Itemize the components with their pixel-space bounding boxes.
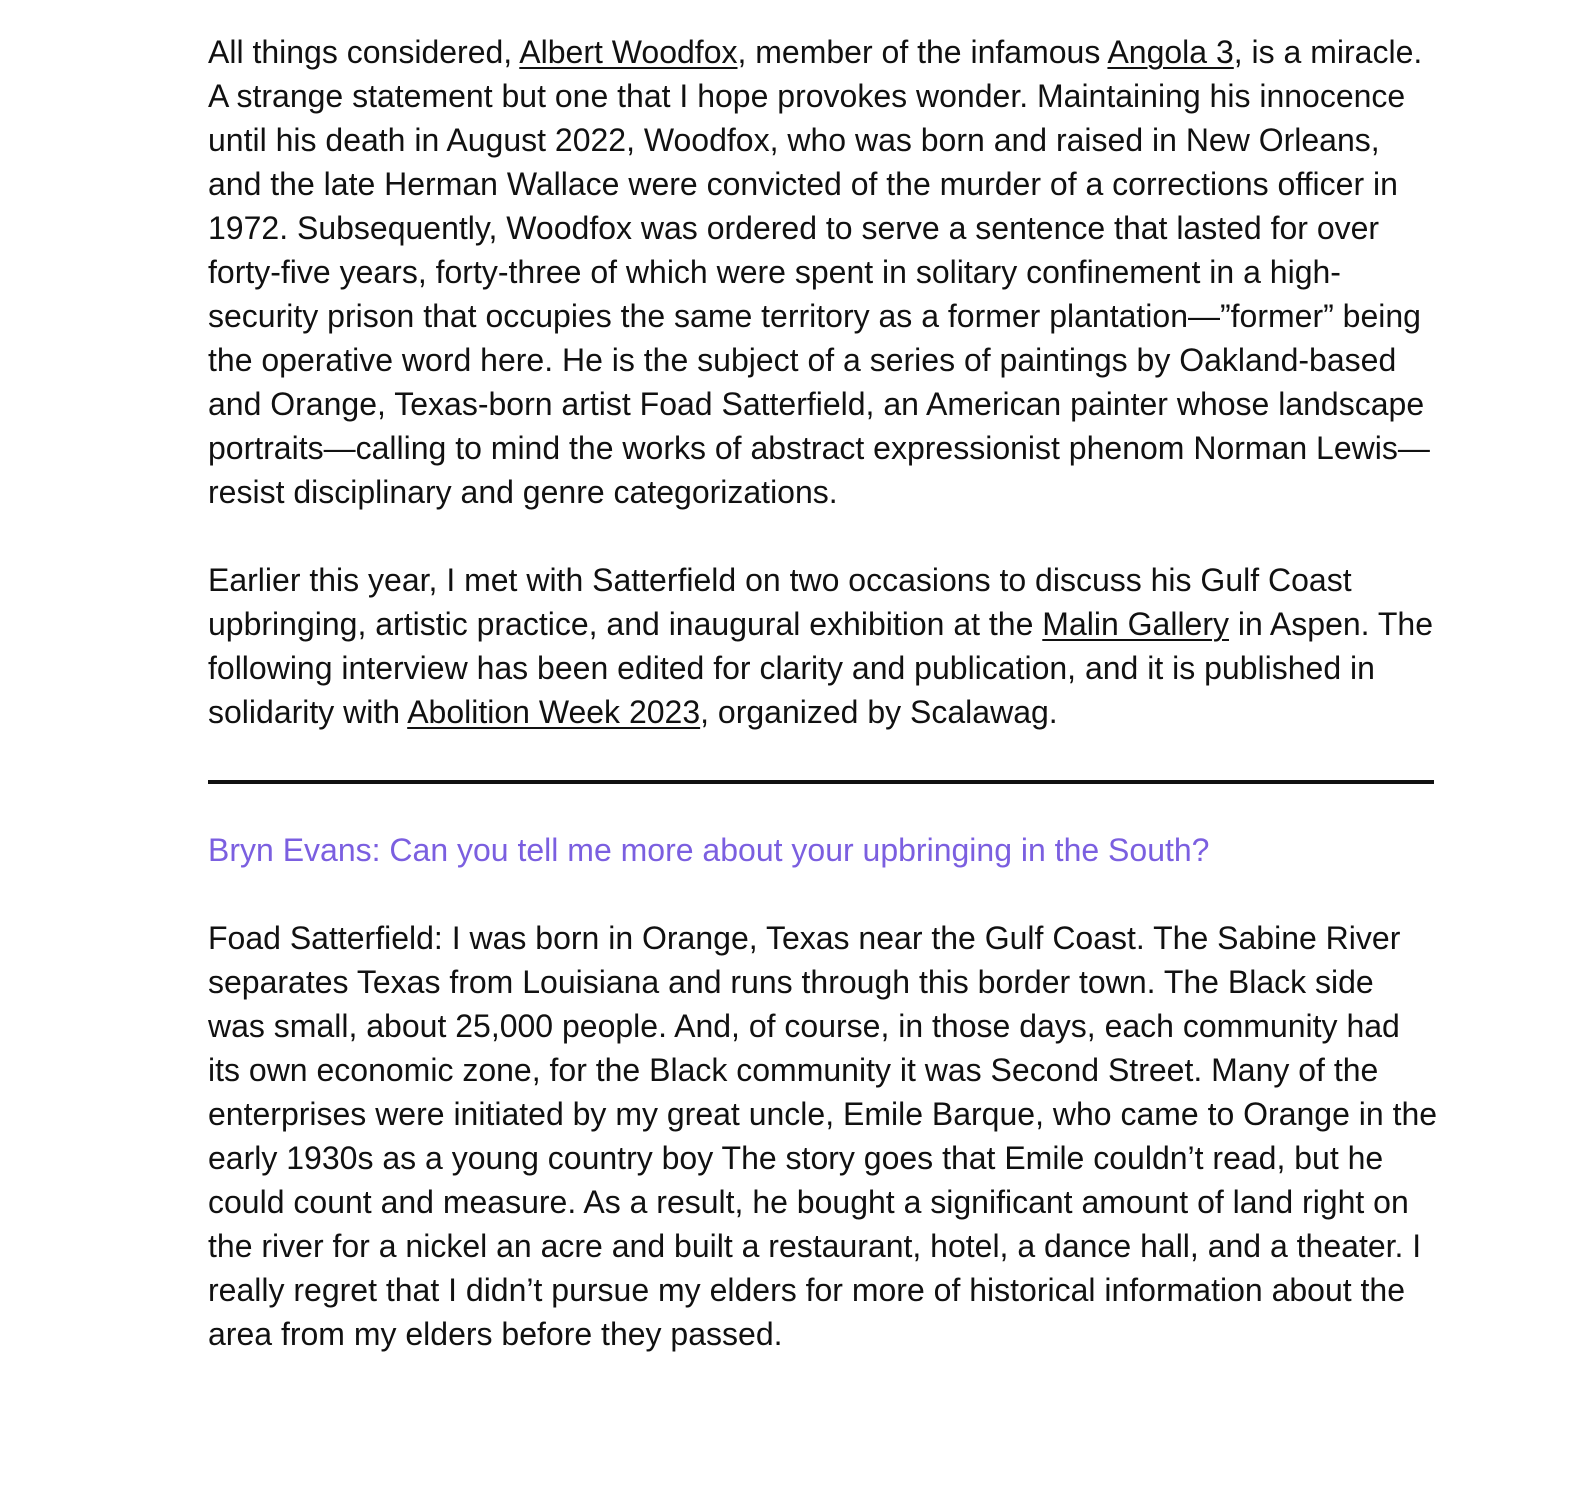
interview-question: Bryn Evans: Can you tell me more about your upbringing in the South? bbox=[208, 832, 1210, 868]
section-divider bbox=[208, 780, 1434, 784]
intro-paragraph-2 bbox=[208, 558, 1438, 734]
intro-p1-rest: , is a miracle. A strange statement but one that I hope provokes wonder. Maintaining his innocence until his death in August 2022, Woodfox, who was born and raised in New Orleans, and the late Herman Wallace were convicted of the murder of a corrections officer in 1972. Subsequently, Woodfox was ordered to serve a sentence that lasted for over forty-five years, forty-three of which were spent in solitary confinement in a high-security prison that occupies the same territory as a former plantation—”former” being the operative word here. He is the subject of a series of paintings by Oakland-based and Orange, Texas-born artist Foad Satterfield, an American painter whose landscape portraits—calling to mind the works of abstract expressionist phenom Norman Lewis—resist disciplinary and genre categorizations. bbox=[208, 34, 1430, 510]
intro-paragraph-1 bbox=[208, 30, 1438, 514]
intro-p1-mid: , member of the infamous bbox=[737, 34, 1108, 70]
intro-p2-suffix: , organized by Scalawag. bbox=[700, 694, 1058, 730]
interview-answer: Foad Satterfield: I was born in Orange, Texas near the Gulf Coast. The Sabine River separates Texas from Louisiana and runs through this border town. The Black side was small, about 25,000 people. And, of course, in those days, each community had its own economic zone, for the Black community it was Second Street. Many of the enterprises were initiated by my great uncle, Emile Barque, who came to Orange in the early 1930s as a young country boy The story goes that Emile couldn’t read, but he could count and measure. As a result, he bought a significant amount of land right on the river for a nickel an acre and built a restaurant, hotel, a dance hall, and a theater. I really regret that I didn’t pursue my elders for more of historical information about the area from my elders before they passed. bbox=[208, 920, 1438, 1352]
intro-p1-prefix: All things considered, bbox=[208, 34, 520, 70]
albert-woodfox-link[interactable]: Albert Woodfox bbox=[519, 34, 738, 70]
abolition-week-link[interactable]: Abolition Week 2023 bbox=[407, 694, 701, 730]
intro-p2-mid: in Aspen. The following interview has been edited for clarity and publication, and it is published in solidarity with bbox=[208, 606, 1433, 730]
angola-3-link[interactable]: Angola 3 bbox=[1107, 34, 1234, 70]
malin-gallery-link[interactable]: Malin Gallery bbox=[1042, 606, 1229, 642]
article-body bbox=[208, 30, 1438, 1356]
intro-p2-prefix: Earlier this year, I met with Satterfield on two occasions to discuss his Gulf Coast upbringing, artistic practice, and inaugural exhibition at the bbox=[208, 562, 1352, 642]
